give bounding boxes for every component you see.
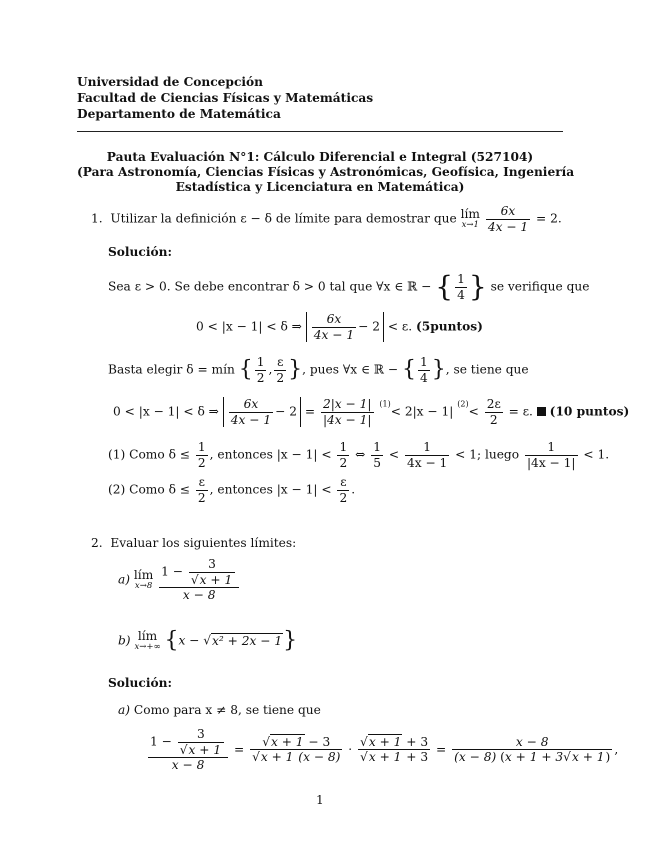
solution-label-1: Solución: [108, 245, 172, 259]
eq1-points: (5puntos) [416, 319, 483, 334]
equation-2: 0 < |x − 1| < δ ⇒ $\frac{6x}{4x - 1}$ − 2 = $\frac{2|x - 1|}{|4x - 1|}$ $^{(1)}$< 2|x − 1| $^{(2)}$< $\frac{2\varepsilon}{2}$ = ε. (10 puntos) [113, 397, 630, 427]
qed-square-icon [537, 407, 546, 416]
solution-2a-intro: a) Como para x ≠ 8, se tiene que [118, 703, 321, 717]
eq2-points: (10 puntos) [549, 404, 630, 419]
sea-line [108, 272, 589, 302]
page-subtitle-line1: (Para Astronomía, Ciencias Físicas y Astronómicas, Geofísica, Ingeniería [77, 165, 575, 179]
solution-label-2: Solución: [108, 676, 172, 690]
page-number: 1 [316, 793, 324, 807]
eq1-right: < ε. [387, 319, 413, 334]
right-brace: } [468, 270, 487, 304]
statement-text: Utilizar la definición ε − δ de límite para demostrar que [110, 211, 457, 226]
page-title: Pauta Evaluación N°1: Cálculo Diferencial e Integral (527104) [106, 150, 534, 164]
problem-2-statement: 2. Evaluar los siguientes límites: [91, 536, 297, 550]
faculty-name: Facultad de Ciencias Físicas y Matemáticas [77, 91, 374, 105]
eq1-left: 0 < |x − 1| < δ ⇒ [196, 319, 302, 334]
eq1-abs: $\frac{6x}{4x - 1}$ − 2 [306, 312, 384, 342]
limit-fraction: $\frac{6x}{4x - 1}$ [487, 204, 529, 234]
left-brace: { [435, 270, 454, 304]
solution-2a-equation: 1 − $\frac{3}{√x + 1}$ x − 8 = $\frac{√x + 1 - 3}{√x + 1 (x - 8)}$ · $\frac{√x + 1 + 3}{√x + 1 + 3}$ = $\frac{x - 8}{(x - 8) (x + 1 + 3√x + 1)}$ , [150, 727, 619, 773]
sea-fraction: $\frac{1}{4}$ [457, 272, 465, 302]
note-2: (2) Como δ ≤ $\frac{\varepsilon}{2}$ , entonces |x − 1| < $\frac{\varepsilon}{2}$ . [108, 475, 356, 505]
problem-1-statement [91, 204, 562, 234]
problem-number: 1. [91, 211, 103, 226]
equation-1 [196, 312, 483, 342]
limit-operator: lím x→1 [460, 207, 480, 231]
department-name: Departamento de Matemática [77, 107, 281, 121]
page-subtitle-line2: Estadística y Licenciatura en Matemática) [175, 180, 465, 194]
university-name: Universidad de Concepción [77, 75, 263, 89]
sea-end: se verifique que [490, 279, 590, 294]
problem-2a: a) lím x→8 1 − $\frac{3}{√x + 1}$ x − 8 [118, 557, 241, 603]
problem-2b: b) lím x→+∞ {x − √x² + 2x − 1} [118, 628, 298, 653]
header-divider [77, 131, 563, 132]
basta-text: Basta elegir δ = mín [108, 362, 235, 377]
limit-result: = 2. [536, 211, 562, 226]
sea-text: Sea ε > 0. Se debe encontrar δ > 0 tal que ∀x ∈ ℝ − [108, 279, 432, 294]
basta-line: Basta elegir δ = mín { $\frac{1}{2}$ , $\frac{\varepsilon}{2}$ }, pues ∀x ∈ ℝ − { $\frac{1}{4}$ }, se tiene que [108, 355, 529, 385]
note-1: (1) Como δ ≤ $\frac{1}{2}$ , entonces |x − 1| < $\frac{1}{2}$ ⇔ $\frac{1}{5}$ < $\frac{1}{4x - 1}$ < 1; luego $\frac{1}{|4x - 1|}$ < 1. [108, 440, 610, 470]
